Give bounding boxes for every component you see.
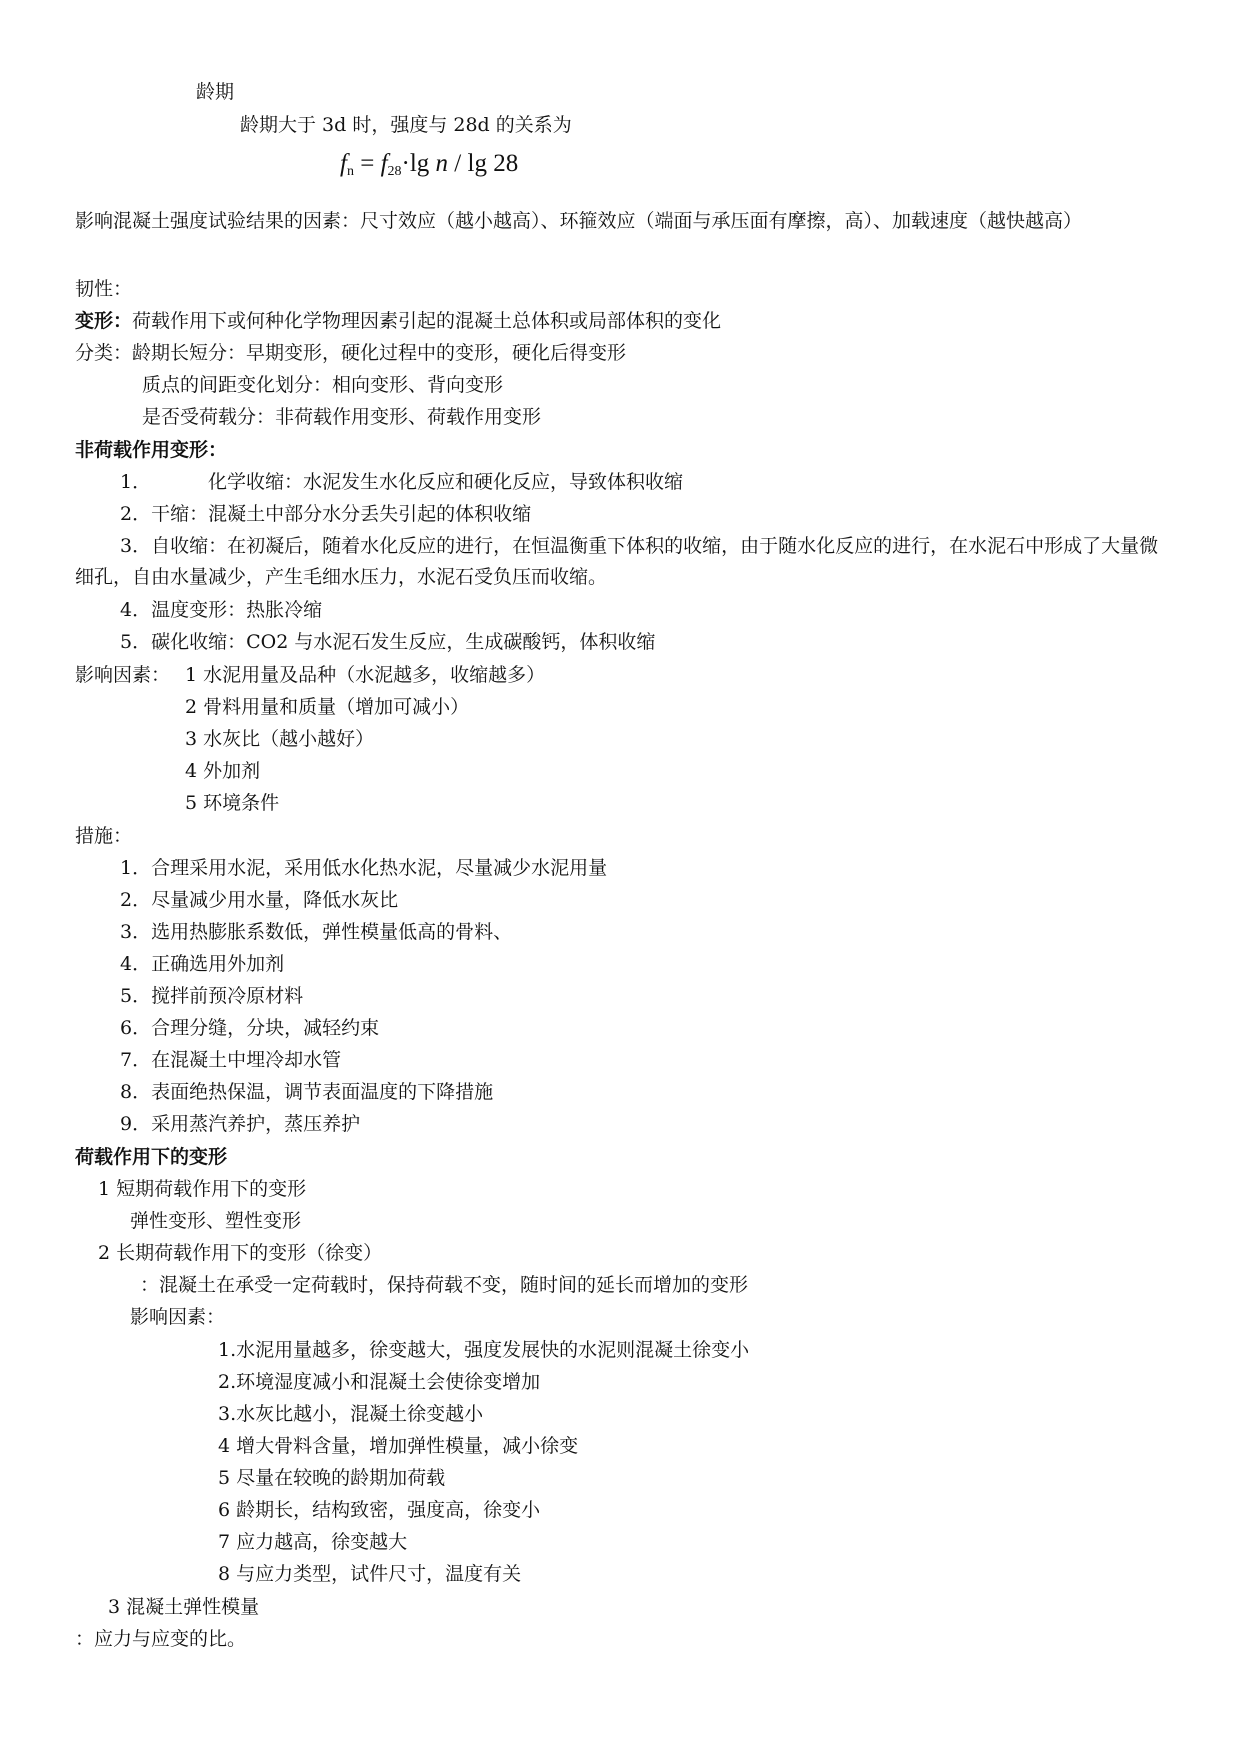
shrinkage-factor: 3 水灰比（越小越好） [185, 728, 375, 750]
list-item [120, 499, 531, 529]
measure-item: 2．尽量减少用水量，降低水灰比 [120, 889, 399, 911]
measure-item: 5．搅拌前预冷原材料 [120, 985, 304, 1007]
creep-factor: 1.水泥用量越多，徐变越大，强度发展快的水泥则混凝土徐变小 [218, 1339, 750, 1361]
formula-f-sub: 28 [387, 164, 402, 179]
formula-equals: = [360, 150, 375, 177]
non-load-heading: 非荷载作用变形： [75, 439, 228, 461]
measure-item: 7．在混凝土中埋冷却水管 [120, 1049, 342, 1071]
deformation-definition [75, 306, 721, 336]
elastic-modulus-definition: ：应力与应变的比。 [75, 1628, 247, 1650]
item-text: 自收缩：在初凝后，随着水化反应的进行，在恒温衡重下体积的收缩，由于随水化反应的进行，在水泥石中形成了大量微细孔，自由水量减少，产生毛细水压力，水泥石受负压而收缩。 [75, 535, 1159, 588]
creep-factor: 6 龄期长，结构致密，强度高，徐变小 [218, 1499, 541, 1521]
item-number: 5． [120, 631, 152, 653]
shrinkage-factor: 2 骨料用量和质量（增加可减小） [185, 696, 470, 718]
formula-lg: ·lg [401, 150, 430, 177]
measure-item: 3．选用热膨胀系数低，弹性模量低高的骨料、 [120, 921, 513, 943]
elastic-modulus-heading: 3 混凝土弹性模量 [108, 1596, 260, 1618]
measure-item: 6．合理分缝，分块，减轻约束 [120, 1017, 380, 1039]
item-number: 4． [120, 599, 152, 621]
load-deformation-heading: 荷载作用下的变形 [75, 1146, 228, 1168]
formula-lhs: f [340, 150, 347, 177]
short-term-types: 弹性变形、塑性变形 [130, 1210, 302, 1232]
creep-factor: 5 尽量在较晚的龄期加荷载 [218, 1467, 446, 1489]
shrinkage-factor: 4 外加剂 [185, 760, 261, 782]
creep-definition: ：混凝土在承受一定荷载时，保持荷载不变，随时间的延长而增加的变形 [140, 1274, 749, 1296]
long-term-heading: 2 长期荷载作用下的变形（徐变） [98, 1242, 383, 1264]
creep-factor: 8 与应力类型，试件尺寸，温度有关 [218, 1563, 522, 1585]
measures-label: 措施： [75, 825, 133, 847]
item-text: 温度变形：热胀冷缩 [151, 599, 323, 621]
shrinkage-factors-label: 影响因素： [75, 664, 171, 686]
item-text: 碳化收缩：CO2 与水泥石发生反应，生成碳酸钙，体积收缩 [151, 631, 656, 653]
list-item [120, 595, 322, 625]
classification-line-2: 质点的间距变化划分：相向变形、背向变形 [142, 374, 504, 396]
age-relation-text: 龄期大于 3d 时，强度与 28d 的关系为 [240, 114, 572, 136]
age-heading: 龄期 [196, 81, 235, 103]
strength-test-factors: 影响混凝土强度试验结果的因素：尺寸效应（越小越高）、环箍效应（端面与承压面有摩擦，高）、加载速度（越快越高） [75, 210, 1083, 232]
list-item [75, 531, 1170, 593]
formula-f: f [380, 150, 388, 177]
creep-factor: 7 应力越高，徐变越大 [218, 1531, 408, 1553]
item-number: 3． [120, 535, 152, 557]
item-number: 1． [120, 471, 152, 493]
item-text: 化学收缩：水泥发生水化反应和硬化反应，导致体积收缩 [208, 471, 684, 493]
short-term-heading: 1 短期荷载作用下的变形 [98, 1178, 307, 1200]
formula-n: n [435, 150, 449, 177]
list-item [120, 627, 655, 657]
creep-factors-label: 影响因素： [130, 1306, 226, 1328]
classification-line-3: 是否受荷载分：非荷载作用变形、荷载作用变形 [142, 406, 542, 428]
formula-lhs-sub: n [346, 164, 354, 179]
measure-item: 4．正确选用外加剂 [120, 953, 285, 975]
measure-item: 1．合理采用水泥，采用低水化热水泥，尽量减少水泥用量 [120, 857, 608, 879]
shrinkage-factor: 5 环境条件 [185, 792, 280, 814]
toughness-label: 韧性： [75, 278, 133, 300]
creep-factor: 2.环境湿度减小和混凝土会使徐变增加 [218, 1371, 541, 1393]
deformation-term: 变形： [75, 310, 133, 332]
creep-factor: 4 增大骨料含量，增加弹性模量，减小徐变 [218, 1435, 579, 1457]
classification-line-1: 分类：龄期长短分：早期变形，硬化过程中的变形，硬化后得变形 [75, 342, 627, 364]
strength-age-formula [340, 150, 518, 180]
list-item [120, 467, 683, 497]
item-text: 干缩：混凝土中部分水分丢失引起的体积收缩 [151, 503, 532, 525]
shrinkage-factor: 1 水泥用量及品种（水泥越多，收缩越多） [185, 664, 546, 686]
creep-factor: 3.水灰比越小，混凝土徐变越小 [218, 1403, 484, 1425]
formula-denominator: / lg 28 [454, 150, 519, 177]
measure-item: 8．表面绝热保温，调节表面温度的下降措施 [120, 1081, 494, 1103]
deformation-text: 荷载作用下或何种化学物理因素引起的混凝土总体积或局部体积的变化 [132, 310, 722, 332]
item-number: 2． [120, 503, 152, 525]
measure-item: 9．采用蒸汽养护，蒸压养护 [120, 1113, 361, 1135]
